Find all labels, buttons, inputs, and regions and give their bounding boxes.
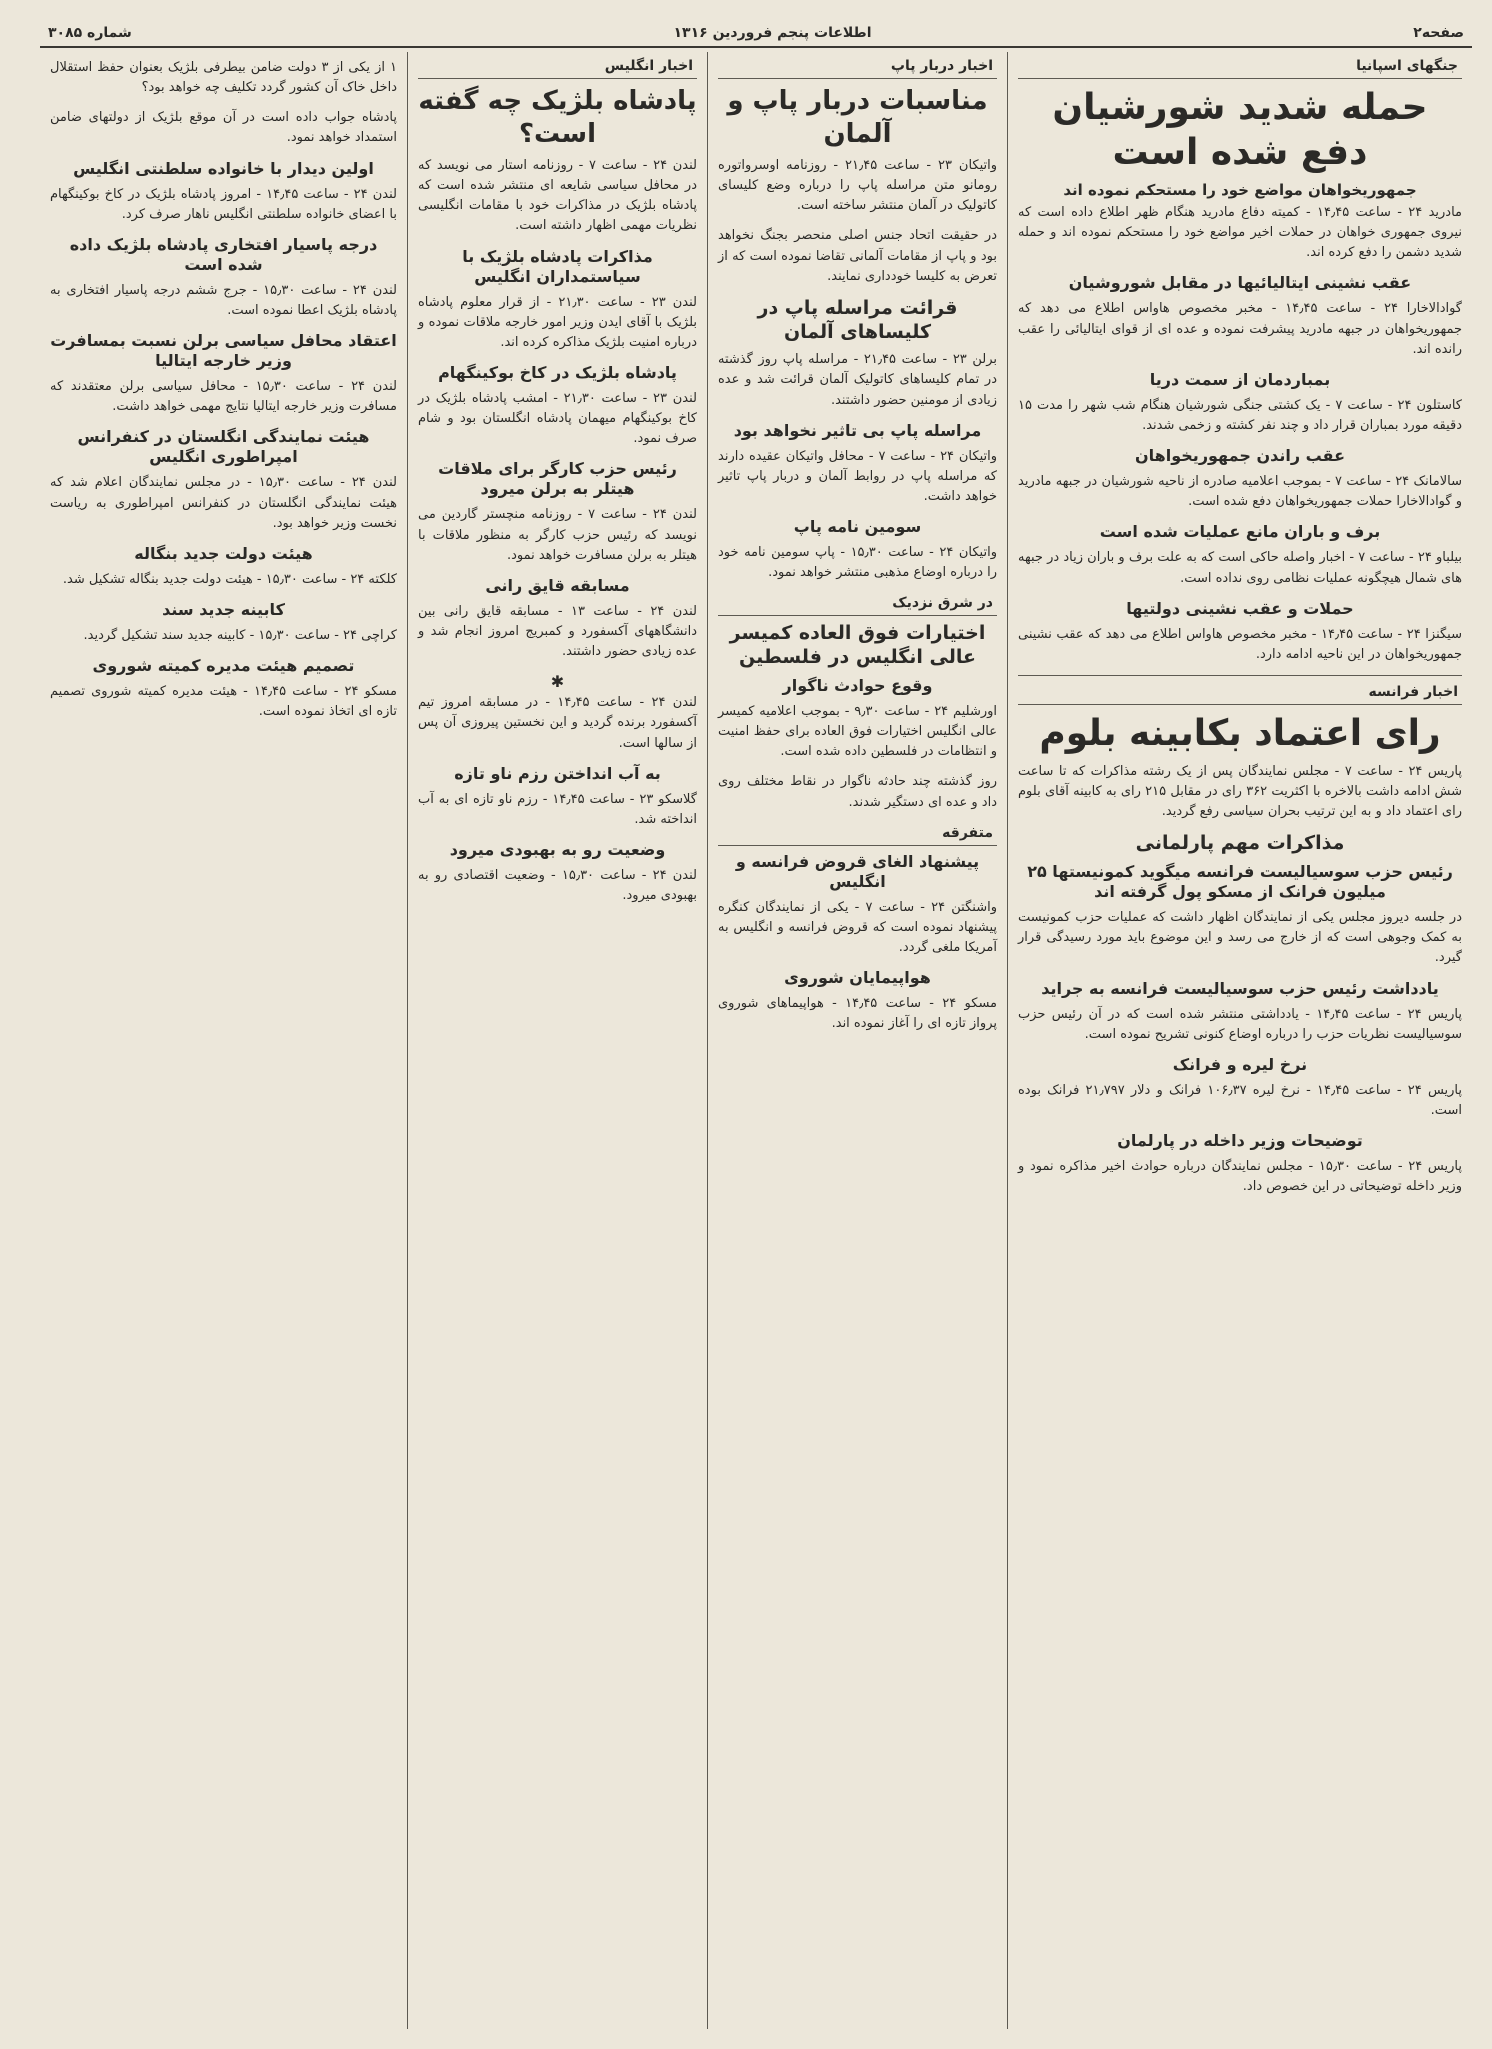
article-heading: اولین دیدار با خانواده سلطنتی انگلیس [73, 158, 374, 178]
masthead-date: اطلاعات پنجم فروردین ۱۳۱۶ [673, 25, 872, 41]
article-text: لندن ۲۴ - ساعت ۱۴٫۴۵ - در مسابقه امروز تیم آکسفورد برنده گردید و این نخستین پیروزی آن پس از سالها است. [418, 695, 697, 751]
columns [40, 52, 1472, 2029]
section-label: اخبار انگلیس [418, 56, 697, 79]
article-text: پاریس ۲۴ - ساعت ۱۴٫۴۵ - یادداشتی منتشر شده است که در آن رئیس حزب سوسیالیست نظریات حزب را درباره اوضاع کنونی تشریح نموده است. [1018, 1006, 1463, 1042]
article-text: سالامانک ۲۴ - ساعت ۷ - بموجب اعلامیه صادره از ناحیه شورشیان در جبهه مادرید و گوادالاخارا حملات جمهوریخواهان دفع شده است. [1018, 474, 1462, 510]
article-heading: عقب راندن جمهوریخواهان [1135, 446, 1345, 466]
headline: حمله شدید شورشیان دفع شده است [1052, 87, 1428, 173]
section-label: اخبار فرانسه [1018, 682, 1462, 705]
article-text: مادرید ۲۴ - ساعت ۱۴٫۴۵ - کمیته دفاع مادرید هنگام ظهر اطلاع داده است که نیروی جمهوری خواهان در حملات اخیر مواضع خود را مستحکم نموده اند و حمله شدید دشمن را دفع کرده اند. [1018, 205, 1462, 261]
article-heading: به آب انداختن رزم ناو تازه [454, 763, 661, 783]
headline: رای اعتماد بکابینه بلوم [1039, 712, 1441, 754]
column-vatican [707, 52, 1007, 2029]
article-heading: هواپیمایان شوروی [784, 968, 931, 988]
column-misc [40, 52, 407, 2029]
article-text: ۱ از یکی از ۳ دولت ضامن بیطرفی بلژیک بعنوان حفظ استقلال داخل خاک آن کشور گردد تکلیف چه خواهد بود؟ [50, 60, 397, 96]
article-text: واتیکان ۲۴ - ساعت ۷ - محافل واتیکان عقیده دارند که مراسله پاپ در روابط آلمان و دربار پاپ تاثیر خواهد داشت. [718, 448, 997, 505]
article-heading: بمباردمان از سمت دریا [1149, 369, 1331, 389]
article-heading: کابینه جدید سند [162, 599, 285, 619]
article-text: کراچی ۲۴ - ساعت ۱۵٫۳۰ - کابینه جدید سند تشکیل گردید. [83, 627, 397, 643]
article-text: پادشاه جواب داده است در آن موقع بلژیک از دولتهای ضامن استمداد خواهد نمود. [50, 110, 397, 146]
article-text: لندن ۲۴ - ساعت ۱۵٫۳۰ - در مجلس نمایندگان اعلام شد که هیئت نمایندگی انگلستان در کنفرانس امپراطوری به ریاست نخست وزیر خواهد بود. [50, 475, 397, 531]
article-heading: پیشنهاد الغای قروض فرانسه و انگلیس [735, 851, 980, 891]
headline: مناسبات دربار پاپ و آلمان [727, 86, 988, 149]
masthead [40, 20, 1472, 48]
article-text: پاریس ۲۴ - ساعت ۱۴٫۴۵ - نرخ لیره ۱۰۶٫۳۷ فرانک و دلار ۲۱٫۷۹۷ فرانک بوده است. [1018, 1082, 1462, 1118]
subheadline: جمهوریخواهان مواضع خود را مستحکم نموده اند [1063, 181, 1417, 199]
article-heading: مراسله پاپ بی تاثیر نخواهد بود [733, 420, 982, 440]
article-text: بیلباو ۲۴ - ساعت ۷ - اخبار واصله حاکی است که به علت برف و باران زیاد در جبهه های شمال هیچگونه عملیات نظامی روی نداده است. [1018, 550, 1462, 586]
article-heading: عقب نشینی ایتالیائیها در مقابل شوروشیان [1068, 273, 1412, 293]
article-text: لندن ۲۴ - ساعت ۱۵٫۳۰ - جرج ششم درجه پاسیار افتخاری به پادشاه بلژیک اعطا نموده است. [50, 282, 397, 318]
article-text: لندن ۲۴ - ساعت ۷ - روزنامه منچستر گاردین می نویسد که رئیس حزب کارگر به منظور ملاقات با هیتلر به برلن مسافرت خواهد نمود. [418, 507, 698, 563]
column-england [407, 52, 707, 2029]
article-text: گوادالاخارا ۲۴ - ساعت ۱۴٫۴۵ - مخبر مخصوص هاواس اطلاع می دهد که جمهوریخواهان در جبهه مادرید پیشرفت نموده و عده ای از قوای ایتالیائی را عقب رانده اند. [1018, 301, 1462, 357]
article-heading: مذاکرات پادشاه بلژیک با سیاستمداران انگلیس [462, 246, 653, 286]
article-heading: تصمیم هیئت مدیره کمیته شوروی [92, 656, 355, 676]
article-heading: درجه پاسیار افتخاری پادشاه بلژیک داده شده است [69, 234, 378, 274]
section-label: متفرقه [718, 823, 997, 846]
article-text: در جلسه دیروز مجلس یکی از نمایندگان اظهار داشت که عملیات حزب کمونیست به کمک وجوهی است که از خارج می رسد و این موضوع باید مورد رسیدگی قرار گیرد. [1018, 910, 1462, 966]
article-heading: پادشاه بلژیک در کاخ بوکینگهام [438, 362, 677, 382]
article-text: اورشلیم ۲۴ - ساعت ۹٫۳۰ - بموجب اعلامیه کمیسر عالی انگلیس اختیارات فوق العاده برای حفظ امنیت و انتظامات در فلسطین داده شده است. [718, 703, 998, 760]
article-heading: سومین نامه پاپ [793, 517, 922, 537]
article-text: لندن ۲۴ - ساعت ۱۵٫۳۰ - محافل سیاسی برلن معتقدند که مسافرت وزیر خارجه ایتالیا نتایج مهمی خواهد داشت. [50, 379, 398, 415]
column-spain-france [1007, 52, 1472, 2029]
article-heading: مسابقه قایق رانی [485, 575, 630, 595]
article-text: در حقیقت اتحاد جنس اصلی منحصر بجنگ نخواهد بود و پاپ از مقامات آلمانی تقاضا نموده است که از تعرض به کلیسا خودداری نمایند. [718, 228, 997, 284]
article-heading: یادداشت رئیس حزب سوسیالیست فرانسه به جراید [1041, 978, 1439, 998]
article-text: لندن ۲۳ - ساعت ۲۱٫۳۰ - امشب پادشاه بلژیک در کاخ بوکینگهام میهمان پادشاه انگلستان بود و شام صرف نمود. [418, 390, 697, 447]
article-text: واشنگتن ۲۴ - ساعت ۷ - یکی از نمایندگان کنگره پیشنهاد نموده است که قروض فرانسه و انگلیس به آمریکا ملغی گردد. [718, 899, 997, 955]
article-text: واتیکان ۲۴ - ساعت ۱۵٫۳۰ - پاپ سومین نامه خود را درباره اوضاع مذهبی منتشر خواهد نمود. [718, 545, 997, 581]
article-text: پاریس ۲۴ - ساعت ۷ - مجلس نمایندگان پس از یک رشته مذاکرات که تا ساعت شش ادامه داشت بالاخره با اکثریت ۳۶۲ رای در مقابل ۲۱۵ رای به کابینه آقای بلوم رای اعتماد داد و به این ترتیب بحران سیاسی رفع گردید. [1018, 763, 1463, 820]
article-text: برلن ۲۳ - ساعت ۲۱٫۴۵ - مراسله پاپ روز گذشته در تمام کلیساهای کاتولیک آلمان قرائت شد و عده زیادی از مومنین حضور داشتند. [718, 352, 997, 408]
article-text: لندن ۲۴ - ساعت ۱۵٫۳۰ - وضعیت اقتصادی رو به بهبودی میرود. [418, 867, 697, 904]
article-heading: هیئت دولت جدید بنگاله [134, 543, 313, 563]
issue-number: شماره ۳۰۸۵ [48, 25, 132, 41]
article-text: روز گذشته چند حادثه ناگوار در نقاط مختلف روی داد و عده ای دستگیر شدند. [718, 774, 997, 810]
headline: پادشاه بلژیک چه گفته است؟ [418, 86, 697, 149]
star-separator: ✱ [550, 672, 565, 692]
article-text: لندن ۲۳ - ساعت ۲۱٫۳۰ - از قرار معلوم پادشاه بلژیک با آقای ایدن وزیر امور خارجه ملاقات نموده و درباره امنیت بلژیک مذاکره کرده اند. [418, 294, 697, 350]
article-heading: حملات و عقب نشینی دولتیها [1126, 598, 1354, 618]
article-heading: نرخ لیره و فرانک [1172, 1054, 1308, 1074]
article-heading: هیئت نمایندگی انگلستان در کنفرانس امپراطوری انگلیس [77, 427, 370, 467]
section-label: در شرق نزدیک [718, 593, 997, 616]
article-heading: توضیحات وزیر داخله در پارلمان [1117, 1131, 1363, 1151]
article-text: لندن ۲۴ - ساعت ۱۳ - مسابقه قایق رانی بین دانشگاههای آکسفورد و کمبریج امروز انجام شد و عده زیادی حضور داشتند. [418, 603, 697, 660]
article-heading: مذاکرات مهم پارلمانی [1135, 832, 1345, 855]
article-heading: رئیس حزب کارگر برای ملاقات هیتلر به برلن میرود [438, 459, 677, 499]
article-text: کلکته ۲۴ - ساعت ۱۵٫۳۰ - هیئت دولت جدید بنگاله تشکیل شد. [62, 571, 397, 587]
article-text: کاستلون ۲۴ - ساعت ۷ - یک کشتی جنگی شورشیان هنگام شب شهر را مدت ۱۵ دقیقه مورد بمباران قرار داد و چند نفر کشته و زخمی شدند. [1018, 397, 1462, 433]
article-heading: اعتقاد محافل سیاسی برلن نسبت بمسافرت وزیر خارجه ایتالیا [50, 331, 397, 371]
article-heading: اختیارات فوق العاده کمیسر عالی انگلیس در فلسطین [729, 622, 986, 669]
article-heading: قرائت مراسله پاپ در کلیساهای آلمان [757, 296, 958, 343]
article-text: لندن ۲۴ - ساعت ۱۴٫۴۵ - امروز پادشاه بلژیک در کاخ بوکینگهام با اعضای خانواده سلطنتی انگلیس ناهار صرف کرد. [50, 186, 397, 222]
section-label: جنگهای اسپانیا [1018, 56, 1462, 79]
article-text: پاریس ۲۴ - ساعت ۱۵٫۳۰ - مجلس نمایندگان درباره حوادث اخیر مذاکره نمود و وزیر داخله توضیحاتی در این خصوص داد. [1018, 1159, 1462, 1195]
article-heading: وقوع حوادث ناگوار [782, 675, 933, 695]
article-text: لندن ۲۴ - ساعت ۷ - روزنامه استار می نویسد که در محافل سیاسی شایعه ای منتشر شده است که پادشاه بلژیک در مذاکرات خود با مقامات انگلیسی نظریات مهمی اظهار داشته است. [418, 158, 698, 234]
page-label: صفحه۲ [1413, 25, 1464, 41]
article-text: مسکو ۲۴ - ساعت ۱۴٫۴۵ - هیئت مدیره کمیته شوروی تصمیم تازه ای اتخاذ نموده است. [50, 684, 398, 720]
section-label: اخبار دربار پاپ [718, 56, 997, 79]
article-heading: برف و باران مانع عملیات شده است [1099, 522, 1381, 542]
article-heading: وضعیت رو به بهبودی میرود [449, 839, 666, 859]
article-text: مسکو ۲۴ - ساعت ۱۴٫۴۵ - هواپیماهای شوروی پرواز تازه ای را آغاز نموده اند. [718, 996, 998, 1032]
article-text: واتیکان ۲۳ - ساعت ۲۱٫۴۵ - روزنامه اوسرواتوره رومانو متن مراسله پاپ را درباره وضع کلیسای کاتولیک در آلمان منتشر ساخته است. [718, 158, 998, 214]
divider [1018, 675, 1462, 676]
article-text: گلاسکو ۲۳ - ساعت ۱۴٫۴۵ - رزم ناو تازه ای به آب انداخته شد. [418, 791, 697, 827]
article-text: سیگنزا ۲۴ - ساعت ۱۴٫۴۵ - مخبر مخصوص هاواس اطلاع می دهد که عقب نشینی جمهوریخواهان در این ناحیه ادامه دارد. [1018, 626, 1462, 662]
article-heading: رئیس حزب سوسیالیست فرانسه میگوید کمونیستها ۲۵ میلیون فرانک از مسکو پول گرفته اند [1027, 862, 1453, 902]
